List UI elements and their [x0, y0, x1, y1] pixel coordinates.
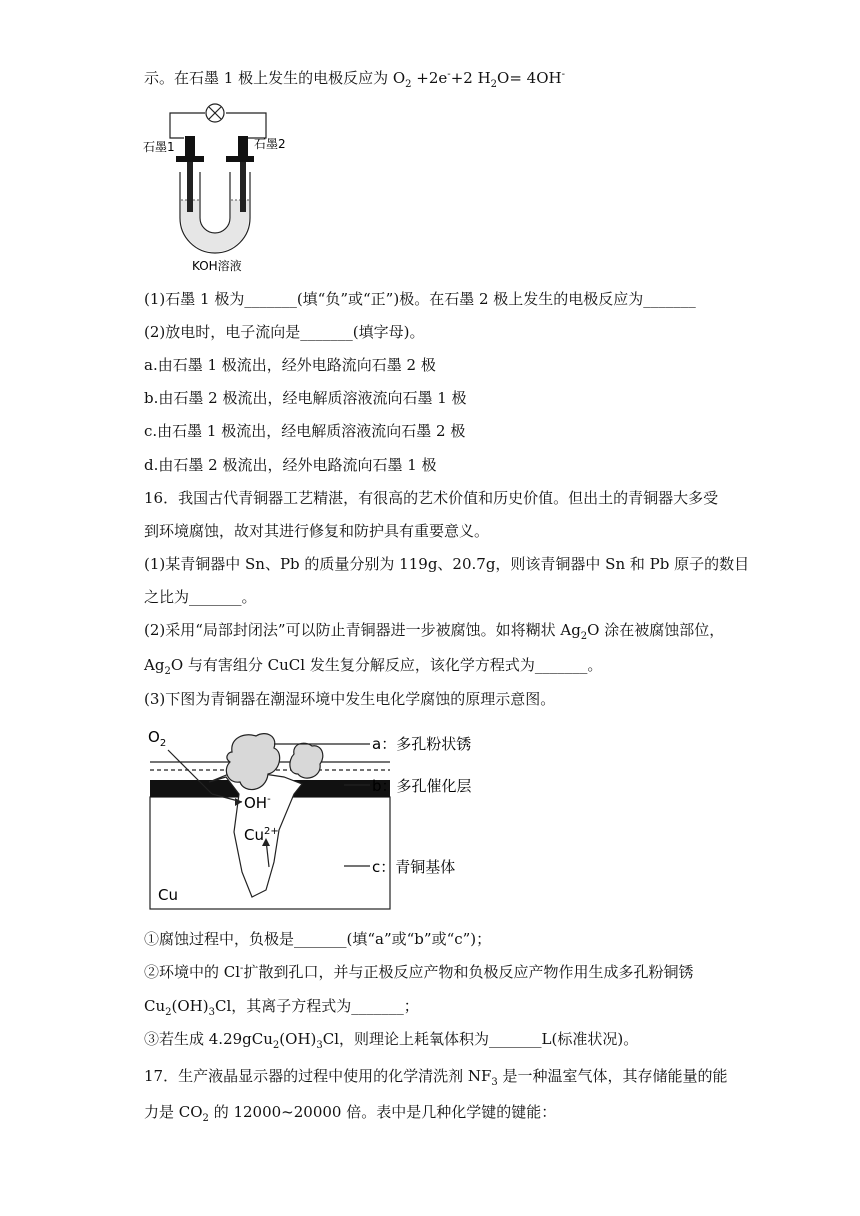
text: 扩散到孔口，并与正极反应产物和负极反应产物作用生成多孔粉铜锈	[243, 963, 694, 981]
text: 的 12000~20000 倍。表中是几种化学键的键能：	[208, 1103, 557, 1121]
q15-option-b: b.由石墨 2 极流出，经电解质溶液流向石墨 1 极	[144, 389, 467, 407]
q16-stem-line1: 16．我国古代青铜器工艺精湛，有很高的艺术价值和历史价值。但出土的青铜器大多受	[144, 489, 719, 507]
intro-sub: 2	[490, 79, 498, 90]
q15-option-d: d.由石墨 2 极流出，经外电路流向石墨 1 极	[144, 456, 437, 474]
sub: 2	[580, 631, 588, 642]
q16-part2-line2	[144, 655, 602, 675]
label-graphite-1: 石墨1	[143, 140, 175, 154]
q16-part1-line1: (1)某青铜器中 Sn、Pb 的质量分别为 119g、20.7g，则该青铜器中 Sn 和 Pb 原子的数目	[144, 555, 750, 573]
sub: 3	[208, 1007, 215, 1018]
text: 力是 CO	[144, 1103, 203, 1121]
electrode-1	[185, 136, 195, 156]
q15-option-c: c.由石墨 1 极流出，经电解质溶液流向石墨 2 极	[144, 422, 466, 440]
text: (OH)	[171, 997, 209, 1015]
label-cu-ion: $Cu^{2+}$	[244, 826, 279, 844]
electrode-2	[238, 136, 248, 156]
intro-sup: -	[561, 69, 565, 80]
q17-line2	[144, 1102, 556, 1122]
q16-part2-line1	[144, 620, 724, 640]
text: ②环境中的 Cl	[144, 963, 241, 981]
intro-text: O= 4OH	[497, 69, 562, 87]
sub: 2	[164, 666, 171, 677]
sub: 2	[202, 1113, 209, 1124]
text: Cl，其离子方程式为_______；	[214, 997, 419, 1015]
q16-sub3	[144, 1029, 638, 1049]
intro-text: +2e	[411, 69, 448, 87]
label-b: b：多孔催化层	[372, 777, 472, 795]
text: O 涂在被腐蚀部位，	[587, 621, 725, 639]
q16-sub2-line2	[144, 996, 419, 1016]
text: 17．生产液晶显示器的过程中使用的化学清洗剂 NF	[144, 1067, 492, 1085]
q15-option-a: a.由石墨 1 极流出，经外电路流向石墨 2 极	[144, 356, 436, 374]
u-tube-cell-diagram	[140, 100, 290, 275]
corrosion-diagram	[144, 722, 504, 917]
q15-part2: (2)放电时，电子流向是_______(填字母)。	[144, 323, 425, 341]
sub: 2	[272, 1040, 280, 1051]
label-c: c：青铜基体	[372, 858, 456, 876]
intro-text: 示。在石墨 1 极上发生的电极反应为 O	[144, 69, 406, 87]
q15-part1: (1)石墨 1 极为_______(填“负”或“正”)极。在石墨 2 极上发生的电极反应为_______	[144, 290, 696, 308]
q16-part1-line2: 之比为_______。	[144, 588, 257, 606]
text: Ag	[144, 656, 165, 674]
text: Cl，则理论上耗氧体积为_______L(标准状况)。	[322, 1030, 639, 1048]
label-oh: OH-	[244, 794, 271, 812]
sub: 2	[165, 1007, 172, 1018]
text: 是一种温室气体，其存储能量的能	[497, 1067, 728, 1085]
q16-part3: (3)下图为青铜器在潮湿环境中发生电化学腐蚀的原理示意图。	[144, 690, 556, 708]
q16-sub2-line1	[144, 962, 693, 982]
sub: 3	[316, 1040, 323, 1051]
text: (OH)	[279, 1030, 317, 1048]
sub: 3	[491, 1077, 498, 1088]
label-o2: $O_2$	[148, 728, 167, 749]
label-graphite-2: 石墨2	[254, 137, 286, 151]
intro-sup: -	[447, 69, 451, 80]
intro-sub: 2	[405, 79, 412, 90]
q16-stem-line2: 到环境腐蚀，故对其进行修复和防护具有重要意义。	[144, 522, 490, 540]
text: (2)采用“局部封闭法”可以防止青铜器进一步被腐蚀。如将糊状 Ag	[144, 621, 581, 639]
text: ③若生成 4.29gCu	[144, 1030, 273, 1048]
intro-line	[144, 68, 565, 88]
label-a: a：多孔粉状锈	[372, 735, 472, 753]
label-koh-solution: KOH溶液	[192, 259, 242, 273]
q16-sub1: ①腐蚀过程中，负极是_______(填“a”或“b”或“c”)；	[144, 930, 492, 948]
intro-text: +2 H	[450, 69, 491, 87]
q17-line1	[144, 1066, 728, 1086]
sup: -	[240, 963, 244, 974]
text: Cu	[144, 997, 166, 1015]
text: O 与有害组分 CuCl 发生复分解反应，该化学方程式为_______。	[170, 656, 603, 674]
label-cu: Cu	[158, 886, 178, 904]
